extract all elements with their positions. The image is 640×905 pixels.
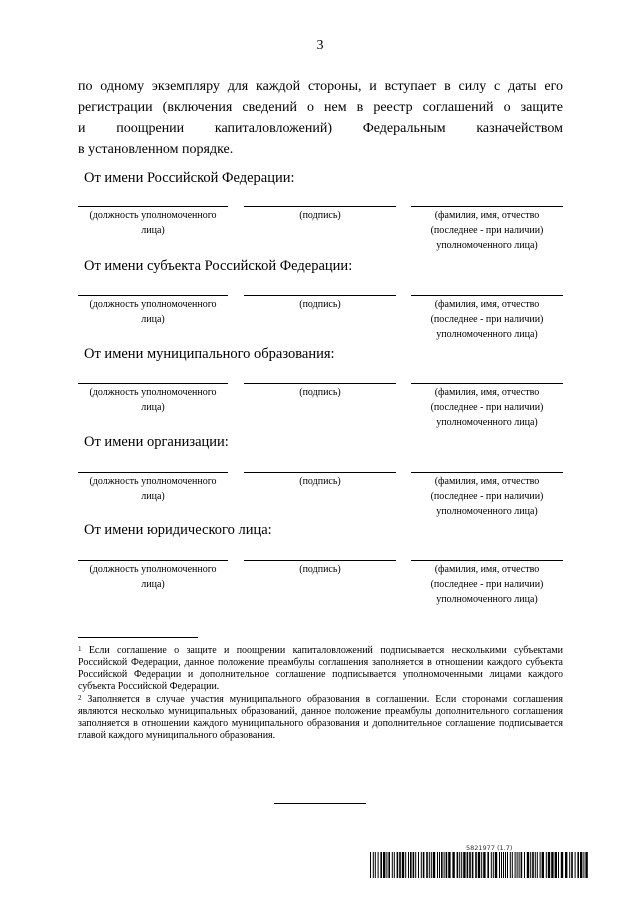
name-field (411, 472, 563, 519)
page-number: 3 (316, 38, 324, 53)
signature-caption: (подпись) (299, 387, 341, 398)
signature-field (244, 560, 396, 577)
position-caption: (должность уполномоченного лица) (89, 387, 217, 413)
name-field (411, 295, 563, 342)
intro-line: по одному экземпляру для каждой стороны, и вступает в силу с даты его (78, 79, 563, 94)
footnote-separator (78, 637, 198, 638)
footnote-text: Если соглашение о защите и поощрении капиталовложений подписывается несколькими субъектами Российской Федерации, данное положение преамбулы соглашения заполняется в отношении каждого субъекта Российской Федерации и дополнительное соглашение подписывается уполномоченными лицами каждого субъекта Российской Федерации. (78, 645, 563, 692)
document-code: 5821977 (1.7) (466, 844, 513, 852)
position-field (78, 560, 228, 592)
footnote-2 (78, 694, 563, 742)
position-field (78, 383, 228, 415)
end-separator (274, 803, 366, 804)
name-field (411, 383, 563, 430)
party-title: От имени организации: (84, 434, 229, 450)
signature-field (244, 295, 396, 312)
footnote-text: Заполняется в случае участия муниципального образования в соглашении. Если сторонами соглашения являются несколько муниципальных образований, данное положение преамбулы дополнительного соглашения заполняется в отношении каждого муниципального образования и дополнительное соглашение подписывается главой каждого муниципального образования. (78, 694, 564, 741)
barcode-icon (370, 852, 590, 878)
intro-paragraph (78, 76, 563, 160)
position-caption: (должность уполномоченного лица) (89, 564, 217, 590)
signature-caption: (подпись) (299, 210, 341, 221)
signature-caption: (подпись) (299, 564, 341, 575)
name-caption: (фамилия, имя, отчество (последнее - при наличии) уполномоченного лица) (430, 299, 544, 340)
position-caption: (должность уполномоченного лица) (89, 299, 217, 325)
intro-line: и поощрении капиталовложений) Федеральным казначейством (78, 121, 563, 136)
name-field (411, 206, 563, 253)
footnote-mark: 2 (78, 694, 82, 702)
name-caption: (фамилия, имя, отчество (последнее - при наличии) уполномоченного лица) (430, 476, 544, 517)
name-field (411, 560, 563, 607)
party-title: От имени муниципального образования: (84, 346, 335, 362)
position-field (78, 295, 228, 327)
signature-field (244, 472, 396, 489)
signature-field (244, 206, 396, 223)
name-caption: (фамилия, имя, отчество (последнее - при наличии) уполномоченного лица) (430, 387, 544, 428)
party-title: От имени Российской Федерации: (84, 170, 295, 186)
signature-caption: (подпись) (299, 476, 341, 487)
signature-caption: (подпись) (299, 299, 341, 310)
position-caption: (должность уполномоченного лица) (89, 476, 217, 502)
intro-line: в установленном порядке. (78, 142, 234, 157)
footnotes (78, 645, 563, 743)
name-caption: (фамилия, имя, отчество (последнее - при наличии) уполномоченного лица) (430, 564, 544, 605)
party-title: От имени юридического лица: (84, 522, 272, 538)
name-caption: (фамилия, имя, отчество (последнее - при наличии) уполномоченного лица) (430, 210, 544, 251)
footnote-mark: 1 (78, 645, 82, 653)
signature-field (244, 383, 396, 400)
position-field (78, 206, 228, 238)
intro-line: регистрации (включения сведений о нем в реестр соглашений о защите (78, 100, 563, 115)
position-caption: (должность уполномоченного лица) (89, 210, 217, 236)
position-field (78, 472, 228, 504)
party-title: От имени субъекта Российской Федерации: (84, 258, 353, 274)
footnote-1 (78, 645, 563, 693)
